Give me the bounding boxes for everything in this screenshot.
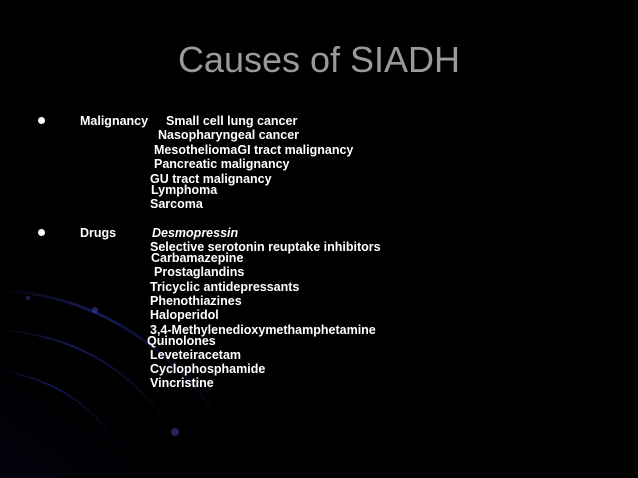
- category-malignancy: Malignancy: [80, 114, 149, 128]
- item-pancreatic-malignancy: Pancreatic malignancy: [154, 157, 290, 171]
- item-mesothelioma-gi-tract: MesotheliomaGI tract malignancy: [154, 143, 354, 157]
- bullet-malignancy: [38, 117, 45, 124]
- item-vincristine: Vincristine: [150, 376, 214, 390]
- item-prostaglandins: Prostaglandins: [154, 265, 245, 279]
- item-phenothiazines: Phenothiazines: [150, 294, 242, 308]
- category-drugs: Drugs: [80, 226, 117, 240]
- item-nasopharyngeal-cancer: Nasopharyngeal cancer: [158, 128, 300, 142]
- item-lymphoma: Lymphoma: [151, 183, 218, 197]
- item-cyclophosphamide: Cyclophosphamide: [150, 362, 266, 376]
- item-haloperidol: Haloperidol: [150, 308, 219, 322]
- item-quinolones: Quinolones: [147, 334, 216, 348]
- item-carbamazepine: Carbamazepine: [151, 251, 244, 265]
- item-leveteiracetam: Leveteiracetam: [150, 348, 242, 362]
- item-tricyclic-antidepressants: Tricyclic antidepressants: [150, 280, 300, 294]
- item-desmopressin: Desmopressin: [152, 226, 239, 240]
- slide-title: Causes of SIADH: [177, 39, 461, 80]
- item-ssri: Selective serotonin reuptake inhibitors: [150, 240, 381, 254]
- item-sarcoma: Sarcoma: [150, 197, 203, 211]
- item-gu-tract-malignancy: GU tract malignancy: [150, 172, 272, 186]
- item-mdma: 3,4-Methylenedioxymethamphetamine: [150, 323, 376, 337]
- bullet-drugs: [38, 229, 45, 236]
- item-small-cell-lung-cancer: Small cell lung cancer: [166, 114, 298, 128]
